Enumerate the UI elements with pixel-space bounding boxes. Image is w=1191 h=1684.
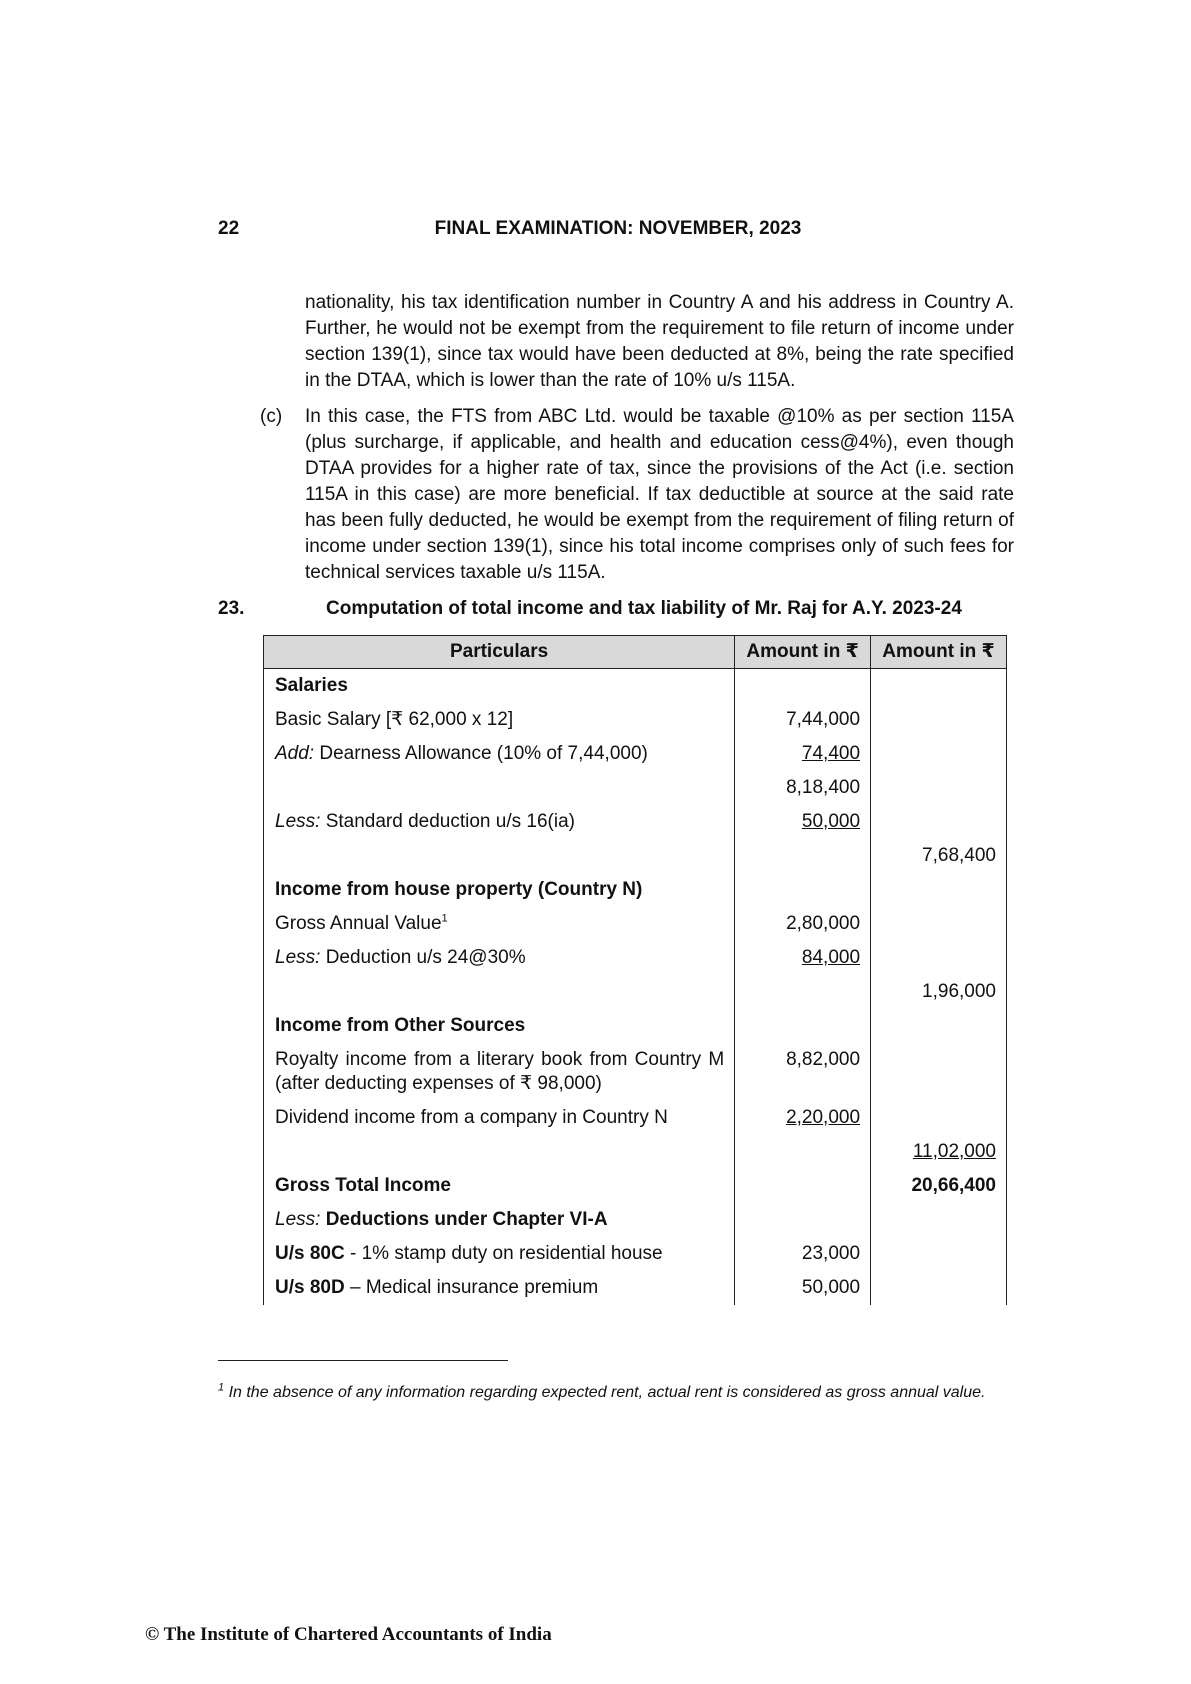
page-number: 22 (218, 218, 240, 239)
footnote-marker: 1 (218, 1381, 225, 1394)
column-header: Amount in ₹ (871, 636, 1007, 669)
section-heading: Income from Other Sources (264, 1009, 735, 1043)
item-text: In this case, the FTS from ABC Ltd. would be taxable @10% as per section 115A (plus surcharge, if applicable, and health and education cess@4%), even though DTAA provides for a higher rate of tax, since the provisions of the Act (i.e. section 115A in this case) are more beneficial. If tax deductible at source at the said rate has been fully deducted, he would be exempt from the requirement of filing return of income under section 139(1), since his total income comprises only of such fees for technical services taxable u/s 115A. (305, 406, 1014, 583)
amount-cell: 23,000 (735, 1237, 871, 1271)
column-header: Particulars (264, 636, 735, 669)
amount-cell: 50,000 (735, 1271, 871, 1305)
amount-cell: 2,20,000 (735, 1101, 871, 1135)
footnote-marker: 1 (441, 912, 448, 925)
section-heading: Salaries (264, 669, 735, 704)
amount-cell: 7,44,000 (735, 703, 871, 737)
row-label: Dividend income from a company in Country N (264, 1101, 735, 1135)
table-row (264, 1009, 1007, 1043)
row-label: Gross Annual Value$^1$ (264, 907, 735, 941)
column-header: Amount in ₹ (735, 636, 871, 669)
running-title: FINAL EXAMINATION: NOVEMBER, 2023 (434, 218, 802, 239)
table-row (264, 1169, 1007, 1203)
question-number: 23. (218, 598, 245, 619)
question-title: Computation of total income and tax liability of Mr. Raj for A.Y. 2023-24 (326, 598, 962, 619)
total-cell: 11,02,000 (871, 1135, 1007, 1169)
table-row (264, 941, 1007, 975)
row-label: Gross Total Income (264, 1169, 735, 1203)
row-label: Less: Deduction u/s 24@30% (264, 941, 735, 975)
total-cell: 20,66,400 (871, 1169, 1007, 1203)
table-row (264, 1237, 1007, 1271)
row-label: Less: Deductions under Chapter VI-A (264, 1203, 735, 1237)
footnote (218, 1381, 1018, 1402)
footnote-text: In the absence of any information regarding expected rent, actual rent is considered as gross annual value. (224, 1384, 986, 1401)
table-row (264, 1203, 1007, 1237)
copyright-footer: © The Institute of Chartered Accountants of India (145, 1624, 552, 1645)
total-cell: 1,96,000 (871, 975, 1007, 1009)
table-row (264, 1135, 1007, 1169)
computation-table (263, 635, 1007, 1305)
table-row (264, 703, 1007, 737)
amount-cell: 74,400 (735, 737, 871, 771)
table-row (264, 839, 1007, 873)
table-row (264, 771, 1007, 805)
amount-cell: 8,82,000 (735, 1043, 871, 1101)
amount-cell: 2,80,000 (735, 907, 871, 941)
row-label: Less: Standard deduction u/s 16(ia) (264, 805, 735, 839)
amount-cell: 50,000 (735, 805, 871, 839)
table-row (264, 975, 1007, 1009)
row-label: U/s 80D – Medical insurance premium (264, 1271, 735, 1305)
total-cell: 7,68,400 (871, 839, 1007, 873)
footnote-divider (218, 1360, 508, 1361)
answer-item-c (260, 404, 1014, 586)
table-row (264, 1271, 1007, 1305)
row-label: Royalty income from a literary book from Country M (after deducting expenses of ₹ 98,000) (264, 1043, 735, 1101)
table-row (264, 873, 1007, 907)
continuation-paragraph: nationality, his tax identification number in Country A and his address in Country A. Further, he would not be exempt from the requirement to file return of income under section 139(1), since tax would have been deducted at 8%, being the rate specified in the DTAA, which is lower than the rate of 10% u/s 115A. (305, 292, 1014, 391)
table-row (264, 805, 1007, 839)
table-row (264, 907, 1007, 941)
section-heading: Income from house property (Country N) (264, 873, 735, 907)
row-label: U/s 80C - 1% stamp duty on residential house (264, 1237, 735, 1271)
row-label: Basic Salary [₹ 62,000 x 12] (264, 703, 735, 737)
table-row (264, 1043, 1007, 1101)
table-row (264, 737, 1007, 771)
page-header (218, 218, 1018, 244)
row-label: Add: Dearness Allowance (10% of 7,44,000) (264, 737, 735, 771)
table-header-row (264, 636, 1007, 669)
table-row (264, 1101, 1007, 1135)
amount-cell: 8,18,400 (735, 771, 871, 805)
table-row (264, 669, 1007, 704)
item-label: (c) (260, 406, 283, 427)
amount-cell: 84,000 (735, 941, 871, 975)
